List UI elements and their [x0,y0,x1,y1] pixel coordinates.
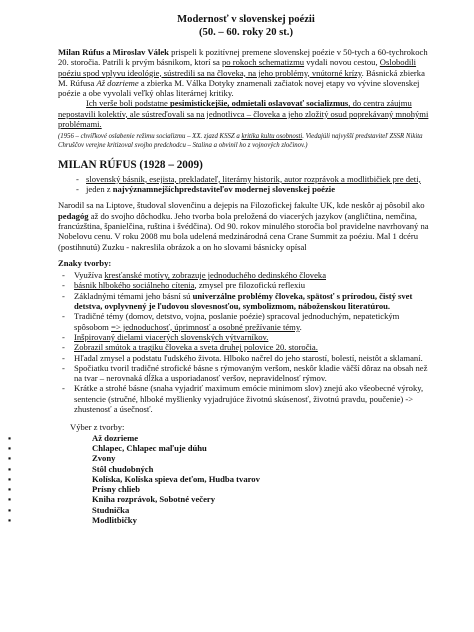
list-item: - Tradičné témy (domov, detstvo, vojna, poslanie poézie) spracoval jednoduchým, nepatetickým spôsobom => jednoduchosť, úprimnosť a osobné prežívanie témy. [58,311,434,332]
list-item: ▪ Prísny chlieb [70,484,434,494]
signs-title: Znaky tvorby: [58,257,112,268]
document-title: Modernosť v slovenskej poézii (50. – 60. roky 20 st.) [177,14,315,38]
roles-list [58,174,434,195]
works-list [70,433,434,526]
list-item: - Hľadal zmysel a podstatu ľudského života. Hlboko načrel do jeho starostí, bolestí, neistôt a sklamaní. [58,353,434,363]
list-item: - slovenský básnik, esejista, prekladateľ, literárny historik, autor rozprávok a modlitbičiek pre deti, [58,174,434,184]
list-item: ▪ Kniha rozprávok, Sobotné večery [70,494,434,504]
section-heading: MILAN RÚFUS (1928 – 2009) [58,158,203,171]
list-item: - básnik hlbokého sociálneho cítenia, zmysel pre filozofickú reflexiu [58,280,434,290]
list-item: - Krátke a strohé básne (snaha vyjadriť maximum emócie minimom slov) znejú ako všeobecné výroky, sentencie (stručné, hlboké myšlienky vyjadrujúce životnú skúsenosť, životnú pravdu, poučenie) -> zhustenosť a úsečnosť. [58,383,434,414]
list-item: ▪ Stôl chudobných [70,464,434,474]
list-item: ▪ Chlapec, Chlapec maľuje dúhu [70,443,434,453]
list-item: ▪ Až dozrieme [70,433,434,443]
list-item: ▪ Modlitbičky [70,515,434,525]
list-item: - jeden z najvýznamnejšíchpredstaviteľov modernej slovenskej poézie [58,184,434,194]
second-paragraph: Ich verše boli podstatne pesimistickejšie, odmietali oslavovať socializmus, do centra záujmu nepostavili kolektív, ale sústreďovali sa na jednotlivca – človeka a jeho zložitý osud poprekávaný mnohými problémami. [58,98,429,130]
list-item: ▪ Kolíska, Kolíska spieva deťom, Hudba tvarov [70,474,434,484]
signs-list [58,270,434,414]
list-item: - Zobrazil smútok a tragiku človeka a sveta druhej polovice 20. storočia. [58,342,434,352]
list-item: - Základnými témami jeho básní sú univerzálne problémy človeka, spätosť s prírodou, čistý svet detstva, ovplyvnený je ľudovou slovesnosťou, symbolizmom, náboženskou literatúrou. [58,291,434,312]
list-item: ▪ Studnička [70,505,434,515]
list-item: - Využíva kresťanské motívy, zobrazuje jednoduchého dedinského človeka [58,270,434,280]
list-item: - Spočiatku tvoril tradičné strofické básne s rýmovaným veršom, neskôr kladie väčší dôraz na obsah než na tvar – nerovnaká dĺžka a usporiadanosť veršov, nepravidelnosť rýmov. [58,363,434,384]
historical-note: (1956 – chvíľkové oslabenie režimu socializmu – XX. zjazd KSSZ a kritika kultu osobnosti. Viedajúli najvyšší predstaviteľ ZSSR Nikita Chruščov verejne kritizoval svojho predchodcu – Stalina a obvinil ho z vojnových zločinov.) [58,133,423,149]
intro-paragraph: Milan Rúfus a Miroslav Válek prispeli k pozitívnej premene slovenskej poézie v 50-tych a 60-tychrokoch 20. storočia. Patrili k prvým básnikom, ktorí sa po rokoch schematizmu vydali novou cestou, Oslobodili poéziu spod vplyvu ideológie, sústredili sa na človeka, na jeho problémy, vnútorné krízy. Básnická zbierka M. Rúfusa Až dozrieme a zbierka M. Válka Dotyky znamenali začiatok novej etapy vo vývine slovenskej poézie a obe vyvolali veľký ohlas literárnej kritiky. [58,47,428,99]
works-title: Výber z tvorby: [70,422,125,433]
biography-paragraph: Narodil sa na Liptove, študoval slovenčinu a dejepis na Filozofickej fakulte UK, kde neskôr aj pôsobil ako pedagóg až do svojho dôchodku. Jeho tvorba bola preložená do viacerých jazykov (angličtina, nemčina, francúzština, španielčina, ruština i švédčina). Od 90. rokov minulého storočia bol pravidelne navrhovaný na Nobelovu cenu. V roku 2008 mu bola udelená medzinárodná cena Crane Summit za poéziu. Mal 1 dcéru (postihnutú) Zuzku - nakreslila obrázok a on ho slovami básnicky opísal [58,200,429,252]
list-item: - Inšpirovaný dielami viacerých slovenských výtvarníkov. [58,332,434,342]
list-item: ▪ Zvony [70,453,434,463]
